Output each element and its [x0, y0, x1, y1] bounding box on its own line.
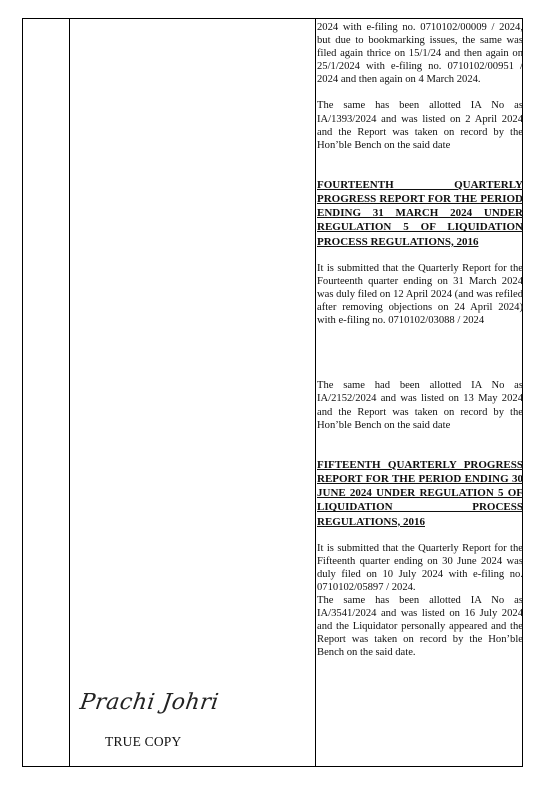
column-divider-2 [315, 19, 316, 766]
paragraph-ia-1393: The same has been allotted IA No as IA/1393/2024 and was listed on 2 April 2024 and the Report was taken on record by the Hon’ble Bench on the said date [317, 100, 523, 151]
document-table [22, 18, 523, 767]
paragraph-ia-2152: The same had been allotted IA No as IA/2152/2024 and was listed on 13 May 2024 and the Report was taken on record by the Hon’ble Bench on the said date [317, 380, 523, 431]
paragraph-fourteenth-filing: It is submitted that the Quarterly Report for the Fourteenth quarter ending on 31 March 2024 was duly filed on 12 April 2024 (and was refiled after removing objections on 24 April 2024) with e-filing no. 0710102/03088 / 2024 [317, 262, 523, 327]
right-column-content [317, 21, 523, 660]
heading-fourteenth-report: FOURTEENTH QUARTERLY PROGRESS REPORT FOR THE PERIOD ENDING 31 MARCH 2024 UNDER REGULATION 5 OF LIQUIDATION PROCESS REGULATIONS, 2016 [317, 178, 523, 248]
true-copy-stamp: TRUE COPY [105, 734, 182, 749]
column-divider-1 [69, 19, 70, 766]
paragraph-fifteenth-filing: It is submitted that the Quarterly Report for the Fifteenth quarter ending on 30 June 2024 was duly filed on 10 July 2024 with e-filing no. 0710102/05897 / 2024. [317, 542, 523, 593]
handwritten-signature: Prachi Johri [78, 690, 221, 715]
paragraph-filing-continuation: 2024 with e-filing no. 0710102/00009 / 2024, but due to bookmarking issues, the same was filed again thrice on 15/1/24 and then again on 25/1/2024 with e-filing no. 0710102/00951 / 2024 and then again on 4 March 2024. [317, 22, 523, 86]
paragraph-ia-3541: The same has been allotted IA No as IA/3541/2024 and was listed on 16 July 2024 and the Liquidator personally appeared and the Report was taken on record by the Hon’ble Bench on the said date. [317, 595, 523, 659]
heading-fifteenth-report: FIFTEENTH QUARTERLY PROGRESS REPORT FOR THE PERIOD ENDING 30 JUNE 2024 UNDER REGULATION 5 OF LIQUIDATION PROCESS REGULATIONS, 2016 [317, 458, 523, 528]
